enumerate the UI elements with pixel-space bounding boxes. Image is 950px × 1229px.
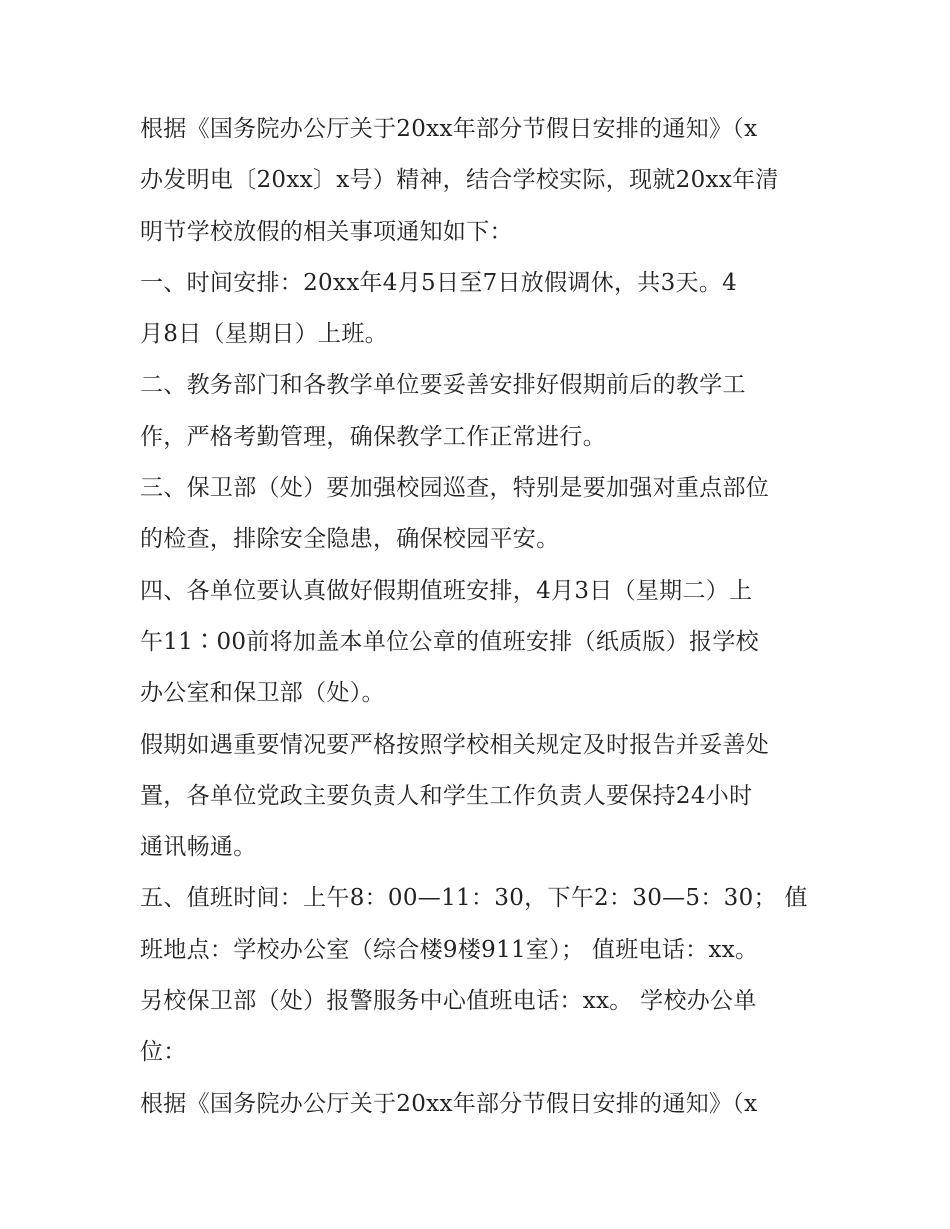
paragraph-emergency [140, 720, 820, 874]
text-line: 作，严格考勤管理，确保教学工作正常进行。 [140, 423, 606, 450]
paragraph-item-1 [140, 258, 820, 361]
text-line: 办公室和保卫部（处）。 [140, 680, 385, 707]
paragraph-item-2 [140, 360, 820, 463]
text-line: 根据《国务院办公厅关于20xx年部分节假日安排的通知》（x [140, 116, 758, 142]
text-line: 假期如遇重要情况要严格按照学校相关规定及时报告并妥善处 [140, 731, 770, 758]
text-line: 一、时间安排：20xx年4月5日至7日放假调休，共3天。4 [140, 269, 738, 296]
text-line: 月8日（星期日）上班。 [140, 321, 388, 348]
text-line: 根据《国务院办公厅关于20xx年部分节假日安排的通知》（x [140, 1090, 758, 1117]
text-line: 午11∶00前将加盖本单位公章的值班安排（纸质版）报学校 [140, 628, 759, 655]
document-body [140, 104, 820, 1130]
text-line: 通讯畅通。 [140, 834, 257, 861]
text-line: 二、教务部门和各教学单位要妥善安排好假期前后的教学工 [140, 372, 746, 399]
paragraph-item-3 [140, 463, 820, 566]
paragraph-item-5 [140, 873, 820, 1078]
paragraph-item-4 [140, 566, 820, 720]
text-line: 办发明电〔20xx〕x号）精神，结合学校实际，现就20xx年清 [140, 167, 779, 194]
text-line: 四、各单位要认真做好假期值班安排，4月3日（星期二）上 [140, 577, 753, 604]
text-line: 置，各单位党政主要负责人和学生工作负责人要保持24小时 [140, 782, 753, 809]
text-line: 的检查，排除安全隐患，确保校园平安。 [140, 526, 560, 553]
text-line: 位： [140, 1039, 187, 1066]
text-line: 另校保卫部（处）报警服务中心值班电话：xx。 学校办公单 [140, 988, 757, 1015]
text-line: 班地点：学校办公室（综合楼9楼911室）； 值班电话：xx。 [140, 936, 759, 963]
paragraph-repeat-intro [140, 1079, 820, 1130]
text-line: 五、值班时间：上午8：00—11：30，下午2：30—5：30； 值 [140, 885, 808, 912]
paragraph-intro [140, 104, 820, 258]
text-line: 明节学校放假的相关事项通知如下： [140, 218, 513, 245]
text-line: 三、保卫部（处）要加强校园巡查，特别是要加强对重点部位 [140, 475, 770, 502]
